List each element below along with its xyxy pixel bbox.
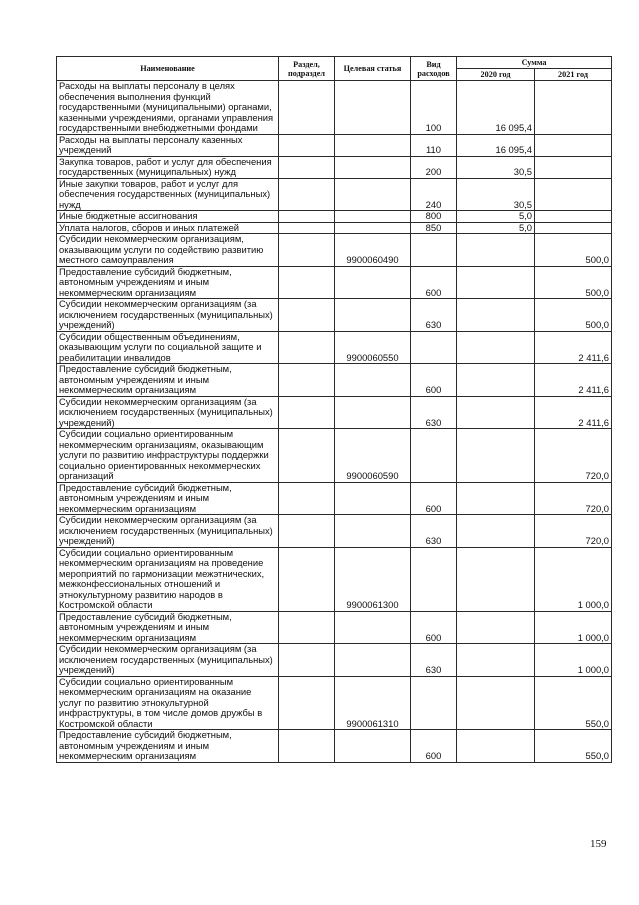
table-row [57, 611, 612, 644]
cell-section [279, 547, 335, 611]
table-row [57, 234, 612, 267]
table-row [57, 266, 612, 299]
cell-section [279, 730, 335, 763]
header-section: Раздел, подраздел [279, 57, 335, 81]
cell-target: 9900060590 [335, 429, 411, 483]
cell-target [335, 644, 411, 677]
cell-name: Иные бюджетные ассигнования [57, 211, 279, 223]
table-row [57, 482, 612, 515]
cell-name: Закупка товаров, работ и услуг для обеспечения государственных (муниципальных) нужд [57, 156, 279, 178]
cell-2020: 5,0 [457, 211, 535, 223]
cell-type: 600 [411, 482, 457, 515]
cell-section [279, 364, 335, 397]
table-row [57, 515, 612, 548]
cell-type: 100 [411, 81, 457, 135]
cell-name: Уплата налогов, сборов и иных платежей [57, 222, 279, 234]
cell-type: 600 [411, 611, 457, 644]
table-row [57, 364, 612, 397]
table-row [57, 396, 612, 429]
cell-type: 850 [411, 222, 457, 234]
cell-section [279, 222, 335, 234]
cell-2021: 500,0 [535, 234, 612, 267]
cell-section [279, 396, 335, 429]
cell-2021: 550,0 [535, 676, 612, 730]
cell-section [279, 134, 335, 156]
cell-name: Субсидии общественным объединениям, оказывающим услуги по социальной защите и реабилитации инвалидов [57, 331, 279, 364]
cell-name: Расходы на выплаты персоналу казенных учреждений [57, 134, 279, 156]
cell-target [335, 299, 411, 332]
header-year-2021: 2021 год [535, 69, 612, 81]
cell-target [335, 211, 411, 223]
header-target: Целевая статья [335, 57, 411, 81]
cell-target [335, 222, 411, 234]
cell-2020 [457, 331, 535, 364]
budget-table [56, 56, 612, 763]
table-row [57, 331, 612, 364]
cell-target: 9900061300 [335, 547, 411, 611]
cell-type: 600 [411, 364, 457, 397]
cell-name: Субсидии некоммерческим организациям (за исключением государственных (муниципальных) учреждений) [57, 515, 279, 548]
table-row [57, 81, 612, 135]
cell-2021 [535, 222, 612, 234]
cell-2021 [535, 178, 612, 211]
cell-section [279, 676, 335, 730]
cell-2021: 550,0 [535, 730, 612, 763]
cell-name: Субсидии некоммерческим организациям (за исключением государственных (муниципальных) учреждений) [57, 299, 279, 332]
cell-2021: 1 000,0 [535, 644, 612, 677]
cell-type [411, 331, 457, 364]
cell-target [335, 178, 411, 211]
cell-target [335, 81, 411, 135]
cell-2021: 1 000,0 [535, 547, 612, 611]
table-row [57, 222, 612, 234]
cell-type [411, 234, 457, 267]
cell-section [279, 299, 335, 332]
cell-2021: 2 411,6 [535, 331, 612, 364]
cell-target [335, 611, 411, 644]
cell-section [279, 644, 335, 677]
cell-2020 [457, 515, 535, 548]
cell-2020 [457, 730, 535, 763]
cell-2020 [457, 266, 535, 299]
cell-section [279, 234, 335, 267]
cell-target [335, 266, 411, 299]
header-name: Наименование [57, 57, 279, 81]
cell-name: Предоставление субсидий бюджетным, автономным учреждениям и иным некоммерческим организациям [57, 266, 279, 299]
cell-target: 9900061310 [335, 676, 411, 730]
cell-2020 [457, 611, 535, 644]
cell-2020 [457, 482, 535, 515]
cell-type: 630 [411, 396, 457, 429]
cell-2020: 16 095,4 [457, 81, 535, 135]
header-type: Вид расходов [411, 57, 457, 81]
cell-type: 800 [411, 211, 457, 223]
cell-name: Субсидии некоммерческим организациям (за исключением государственных (муниципальных) учреждений) [57, 644, 279, 677]
table-row [57, 211, 612, 223]
cell-2020 [457, 429, 535, 483]
cell-name: Субсидии социально ориентированным некоммерческим организациям, оказывающим услуги по развитию инфраструктуры поддержки социально ориентированных некоммерческих организаций [57, 429, 279, 483]
cell-section [279, 156, 335, 178]
cell-type: 240 [411, 178, 457, 211]
cell-section [279, 515, 335, 548]
cell-type: 200 [411, 156, 457, 178]
cell-type: 600 [411, 266, 457, 299]
cell-section [279, 81, 335, 135]
cell-2020 [457, 234, 535, 267]
cell-2021: 720,0 [535, 429, 612, 483]
cell-2021 [535, 156, 612, 178]
cell-type: 630 [411, 644, 457, 677]
cell-target [335, 730, 411, 763]
cell-target: 9900060550 [335, 331, 411, 364]
cell-2020: 5,0 [457, 222, 535, 234]
cell-section [279, 429, 335, 483]
cell-name: Субсидии некоммерческим организациям, оказывающим услуги по содействию развитию местного самоуправления [57, 234, 279, 267]
cell-type: 630 [411, 299, 457, 332]
cell-target [335, 156, 411, 178]
cell-section [279, 266, 335, 299]
cell-2021: 1 000,0 [535, 611, 612, 644]
cell-2020 [457, 547, 535, 611]
cell-2020 [457, 644, 535, 677]
table-body [57, 81, 612, 763]
cell-2020: 30,5 [457, 156, 535, 178]
cell-2020 [457, 396, 535, 429]
cell-2021: 500,0 [535, 299, 612, 332]
cell-section [279, 178, 335, 211]
cell-2020: 30,5 [457, 178, 535, 211]
cell-name: Предоставление субсидий бюджетным, автономным учреждениям и иным некоммерческим организациям [57, 482, 279, 515]
cell-name: Субсидии социально ориентированным некоммерческим организациям на проведение мероприятий по гармонизации межэтнических, межконфессиональных отношений и этнокультурному развитию народов в Костромской области [57, 547, 279, 611]
cell-2021 [535, 211, 612, 223]
cell-section [279, 331, 335, 364]
cell-target: 9900060490 [335, 234, 411, 267]
header-year-2020: 2020 год [457, 69, 535, 81]
cell-section [279, 611, 335, 644]
cell-name: Предоставление субсидий бюджетным, автономным учреждениям и иным некоммерческим организациям [57, 730, 279, 763]
table-row [57, 676, 612, 730]
cell-2021: 720,0 [535, 515, 612, 548]
cell-type: 600 [411, 730, 457, 763]
table-row [57, 429, 612, 483]
header-sum: Сумма [457, 57, 612, 69]
cell-section [279, 482, 335, 515]
cell-2021: 2 411,6 [535, 396, 612, 429]
page-number: 159 [590, 838, 607, 850]
cell-target [335, 482, 411, 515]
cell-2020 [457, 299, 535, 332]
table-row [57, 134, 612, 156]
cell-type [411, 676, 457, 730]
cell-2021 [535, 134, 612, 156]
cell-2020: 16 095,4 [457, 134, 535, 156]
cell-2021: 2 411,6 [535, 364, 612, 397]
cell-target [335, 515, 411, 548]
cell-2020 [457, 364, 535, 397]
table-row [57, 644, 612, 677]
table-row [57, 156, 612, 178]
cell-name: Предоставление субсидий бюджетным, автономным учреждениям и иным некоммерческим организациям [57, 364, 279, 397]
cell-2020 [457, 676, 535, 730]
cell-type: 630 [411, 515, 457, 548]
cell-type: 110 [411, 134, 457, 156]
cell-type [411, 547, 457, 611]
cell-target [335, 364, 411, 397]
cell-name: Иные закупки товаров, работ и услуг для обеспечения государственных (муниципальных) нужд [57, 178, 279, 211]
cell-name: Субсидии социально ориентированным некоммерческим организациям на оказание услуг по развитию этнокультурной инфраструктуры, в том числе домов дружбы в Костромской области [57, 676, 279, 730]
cell-target [335, 134, 411, 156]
cell-target [335, 396, 411, 429]
cell-name: Расходы на выплаты персоналу в целях обеспечения выполнения функций государственными (муниципальными) органами, казенными учреждениями, органами управления государственными внебюджетными фондами [57, 81, 279, 135]
table-row [57, 299, 612, 332]
table-row [57, 178, 612, 211]
table-row [57, 547, 612, 611]
cell-2021: 500,0 [535, 266, 612, 299]
cell-2021 [535, 81, 612, 135]
cell-2021: 720,0 [535, 482, 612, 515]
table-row [57, 730, 612, 763]
cell-type [411, 429, 457, 483]
cell-name: Предоставление субсидий бюджетным, автономным учреждениям и иным некоммерческим организациям [57, 611, 279, 644]
cell-section [279, 211, 335, 223]
cell-name: Субсидии некоммерческим организациям (за исключением государственных (муниципальных) учреждений) [57, 396, 279, 429]
